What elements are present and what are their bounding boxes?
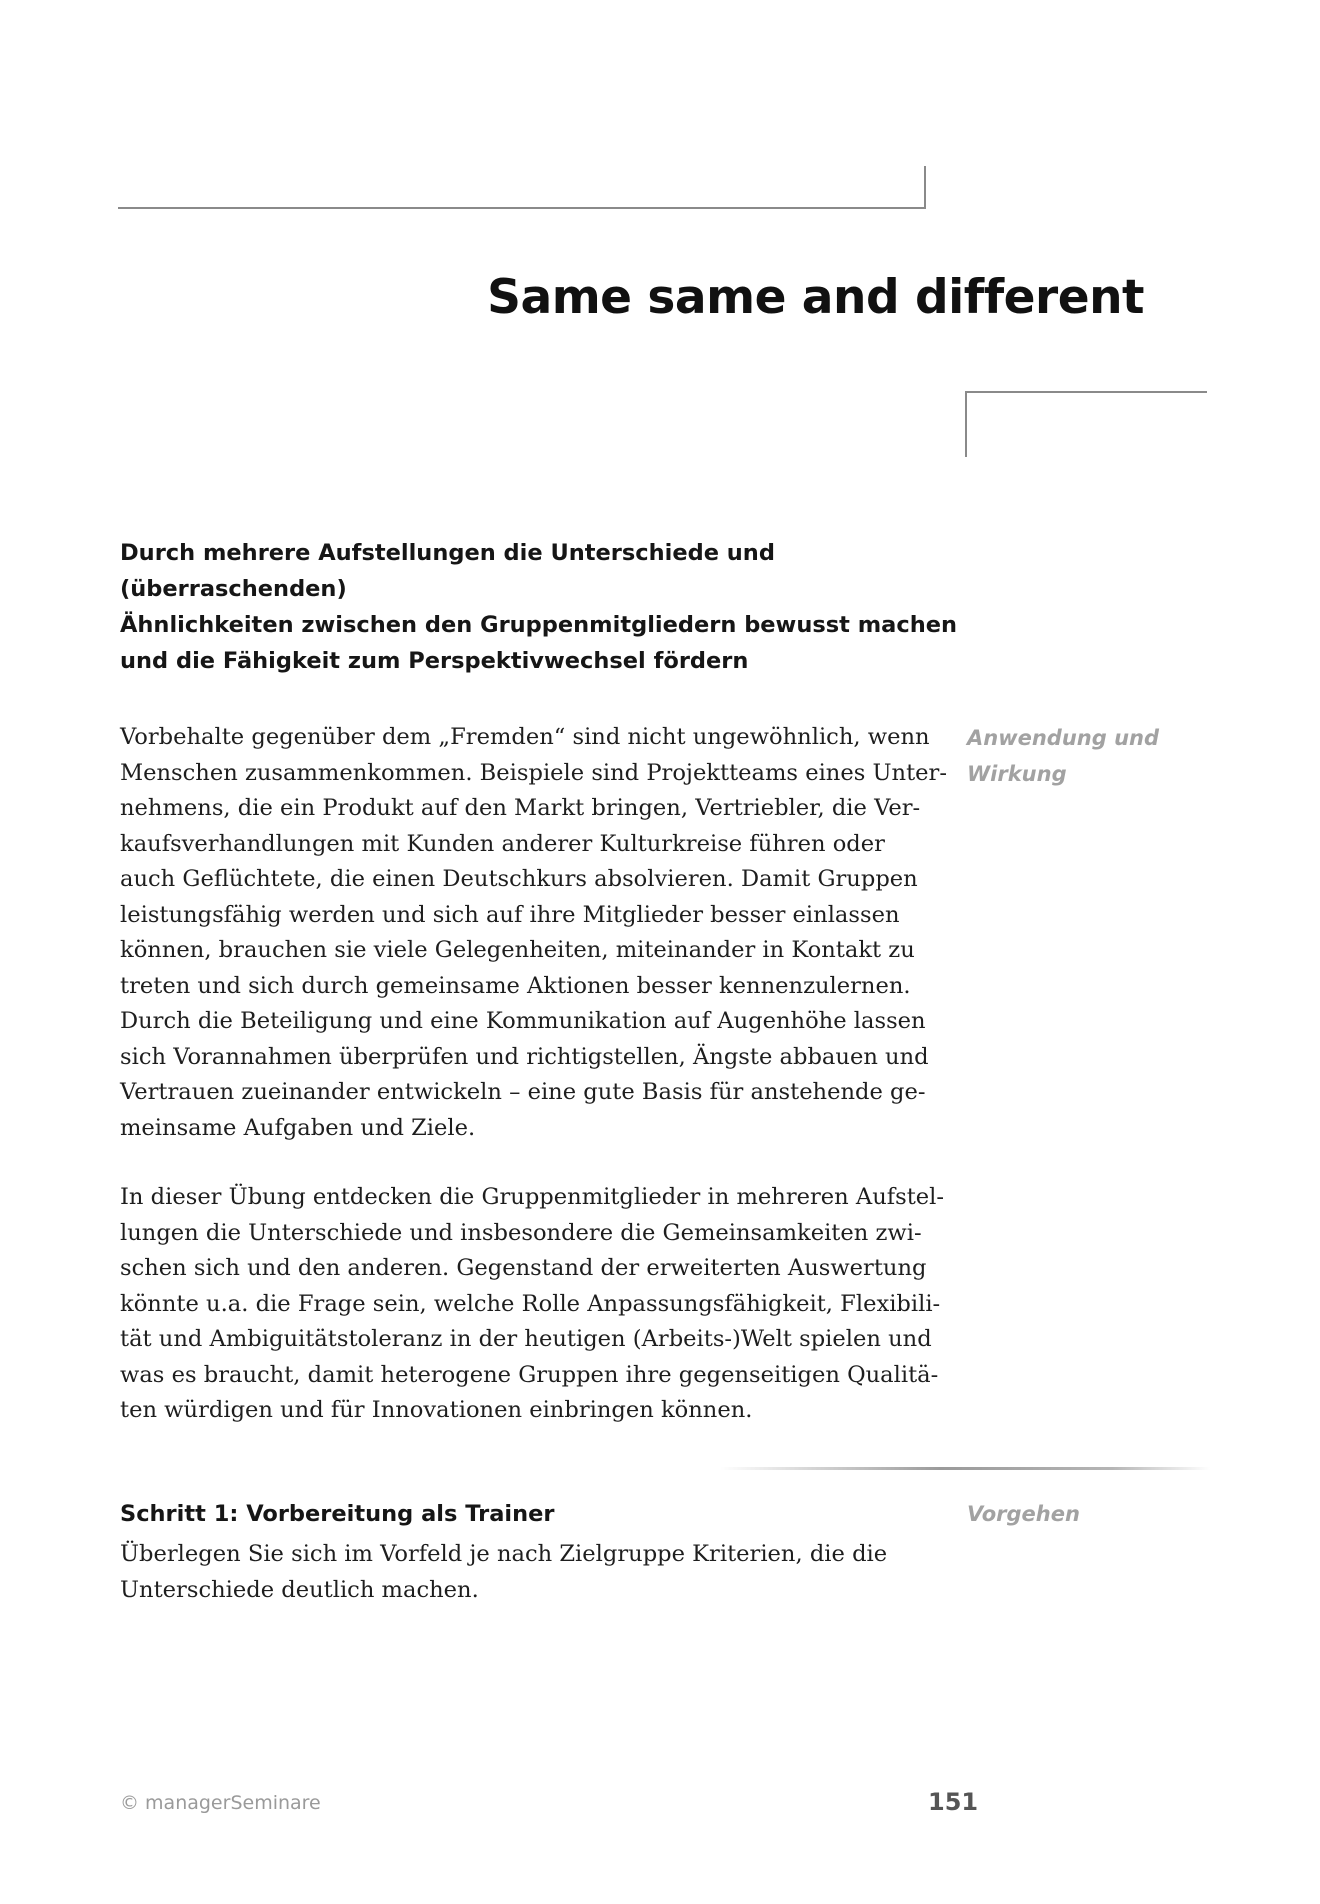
step1-heading: Schritt 1: Vorbereitung als Trainer bbox=[120, 1501, 555, 1527]
text-line: leistungsfähig werden und sich auf ihre Mitglieder besser einlassen bbox=[120, 901, 900, 928]
text-line: Vorbehalte gegenüber dem „Fremden“ sind nicht ungewöhnlich, wenn bbox=[120, 724, 930, 750]
text-line: nehmens, die ein Produkt auf den Markt bringen, Vertriebler, die Ver- bbox=[120, 795, 921, 821]
text-line: tät und Ambiguitätstoleranz in der heutigen (Arbeits-)Welt spielen und bbox=[120, 1326, 932, 1352]
top-rule-tick bbox=[924, 166, 926, 209]
text-line: In dieser Übung entdecken die Gruppenmitglieder in mehreren Aufstel- bbox=[120, 1184, 945, 1210]
text-line: meinsame Aufgaben und Ziele. bbox=[120, 1114, 476, 1141]
paragraph-application bbox=[120, 720, 950, 1146]
page-number: 151 bbox=[928, 1788, 979, 1816]
top-rule bbox=[118, 207, 926, 209]
text-line: ten würdigen und für Innovationen einbringen können. bbox=[120, 1397, 753, 1423]
paragraph-exercise bbox=[120, 1180, 950, 1429]
margin-note-line: Anwendung und bbox=[967, 726, 1160, 750]
text-line: können, brauchen sie viele Gelegenheiten, miteinander in Kontakt zu bbox=[120, 937, 915, 963]
text-line: könnte u.a. die Frage sein, welche Rolle Anpassungsfähigkeit, Flexibili- bbox=[120, 1290, 941, 1317]
section-divider bbox=[720, 1467, 1210, 1470]
page-title: Same same and different bbox=[487, 270, 1144, 325]
corner-frame bbox=[965, 391, 1207, 457]
step1-text bbox=[120, 1537, 950, 1608]
subtitle-line: Durch mehrere Aufstellungen die Unterschiede und (überraschenden) bbox=[120, 540, 775, 602]
text-line: Unterschiede deutlich machen. bbox=[120, 1576, 479, 1603]
subtitle-line: und die Fähigkeit zum Perspektivwechsel fördern bbox=[120, 648, 749, 674]
footer-copyright: © managerSeminare bbox=[120, 1792, 321, 1814]
text-line: Überlegen Sie sich im Vorfeld je nach Zielgruppe Kriterien, die die bbox=[120, 1541, 888, 1567]
text-line: was es braucht, damit heterogene Gruppen ihre gegenseitigen Qualitä- bbox=[120, 1361, 939, 1388]
text-line: auch Geflüchtete, die einen Deutschkurs absolvieren. Damit Gruppen bbox=[120, 866, 918, 892]
text-line: kaufsverhandlungen mit Kunden anderer Kulturkreise führen oder bbox=[120, 830, 885, 857]
margin-note-application bbox=[967, 720, 1207, 792]
margin-note-procedure: Vorgehen bbox=[967, 1502, 1080, 1526]
subtitle bbox=[120, 535, 960, 679]
text-line: sich Vorannahmen überprüfen und richtigstellen, Ängste abbauen und bbox=[120, 1043, 929, 1070]
text-line: lungen die Unterschiede und insbesondere die Gemeinsamkeiten zwi- bbox=[120, 1219, 922, 1246]
text-line: Vertrauen zueinander entwickeln – eine gute Basis für anstehende ge- bbox=[120, 1079, 926, 1105]
text-line: Durch die Beteiligung und eine Kommunikation auf Augenhöhe lassen bbox=[120, 1008, 926, 1034]
text-line: schen sich und den anderen. Gegenstand der erweiterten Auswertung bbox=[120, 1255, 927, 1281]
margin-note-line: Wirkung bbox=[967, 762, 1067, 786]
text-line: treten und sich durch gemeinsame Aktionen besser kennenzulernen. bbox=[120, 972, 911, 999]
subtitle-line: Ähnlichkeiten zwischen den Gruppenmitgliedern bewusst machen bbox=[120, 612, 957, 638]
text-line: Menschen zusammenkommen. Beispiele sind Projektteams eines Unter- bbox=[120, 759, 947, 786]
